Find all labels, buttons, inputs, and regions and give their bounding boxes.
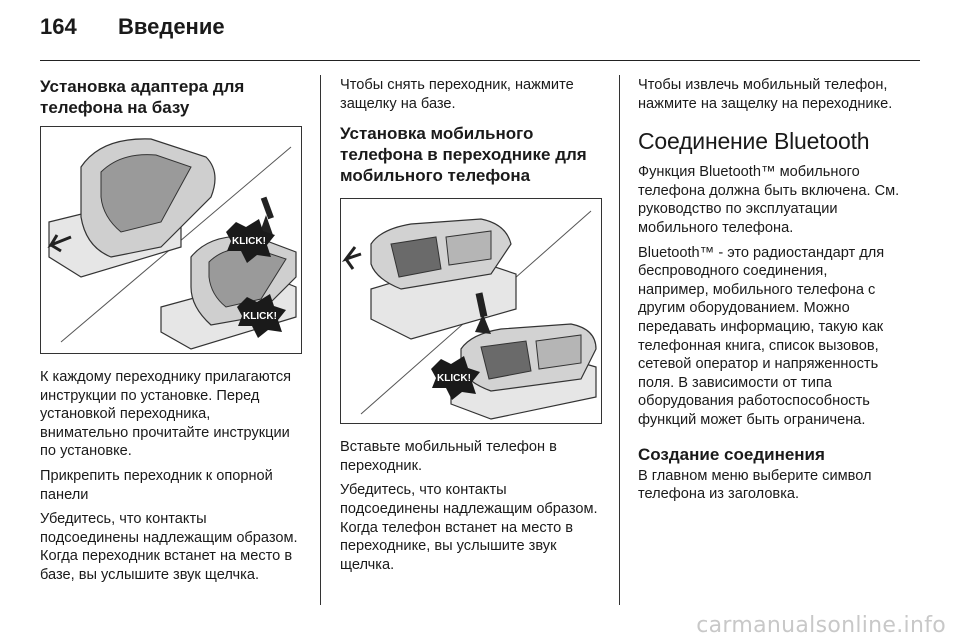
column-divider-1 — [320, 75, 321, 605]
paragraph: Вставьте мобильный телефон в переходник. — [340, 439, 557, 474]
page-header — [40, 14, 225, 48]
heading-bluetooth: Соединение Bluetooth — [638, 128, 870, 155]
paragraph: Убедитесь, что контакты подсоединены надлежащим образом. Когда телефон встанет на место в переходнике, вы услышите звук щелчка. — [340, 482, 598, 573]
adapter-install-illustration — [41, 127, 300, 352]
phone-install-illustration — [341, 199, 600, 422]
paragraph: Убедитесь, что контакты подсоединены надлежащим образом. Когда переходник встанет на место в базе, вы услышите звук щелчка. — [40, 511, 298, 583]
column-divider-2 — [619, 75, 620, 605]
paragraph: Чтобы снять переходник, нажмите защелку на базе. — [340, 77, 574, 112]
heading-adapter-install: Установка адаптера для телефона на базу — [40, 77, 245, 117]
column-1 — [40, 76, 302, 591]
paragraph: Функция Bluetooth™ мобильного телефона должна быть включена. См. руководство по эксплуатации мобильного телефона. — [638, 164, 900, 236]
svg-text:KLICK!: KLICK! — [437, 373, 471, 385]
column-3 — [638, 76, 900, 510]
heading-create-connection: Создание соединения — [638, 444, 825, 464]
column-2 — [340, 76, 602, 580]
figure-adapter-install — [40, 126, 302, 354]
site-watermark: carmanualsonline.info — [696, 613, 946, 638]
svg-text:KLICK!: KLICK! — [232, 236, 266, 247]
paragraph: В главном меню выберите символ телефона из заголовка. — [638, 467, 872, 503]
heading-phone-install: Установка мобильного телефона в переходнике для мобильного телефона — [340, 124, 587, 186]
svg-text:KLICK!: KLICK! — [243, 311, 277, 322]
paragraph: Bluetooth™ - это радиостандарт для беспроводного соединения, например, мобильного телефона с другим оборудованием. Можно передавать информацию, такую как телефонная книга, список вызовов, сетевой оператор и напряженность поля. В зависимости от типа оборудования работоспособность функций может быть ограничена. — [638, 244, 885, 428]
figure-phone-install — [340, 198, 602, 424]
header-divider — [40, 60, 920, 61]
paragraph: К каждому переходнику прилагаются инструкции по установке. Перед установкой переходника, внимательно прочитайте инструкции по установке. — [40, 369, 292, 460]
section-title: Введение — [118, 14, 225, 39]
paragraph: Прикрепить переходник к опорной панели — [40, 467, 273, 503]
page-number: 164 — [40, 14, 77, 39]
paragraph: Чтобы извлечь мобильный телефон, нажмите на защелку на переходнике. — [638, 77, 893, 112]
